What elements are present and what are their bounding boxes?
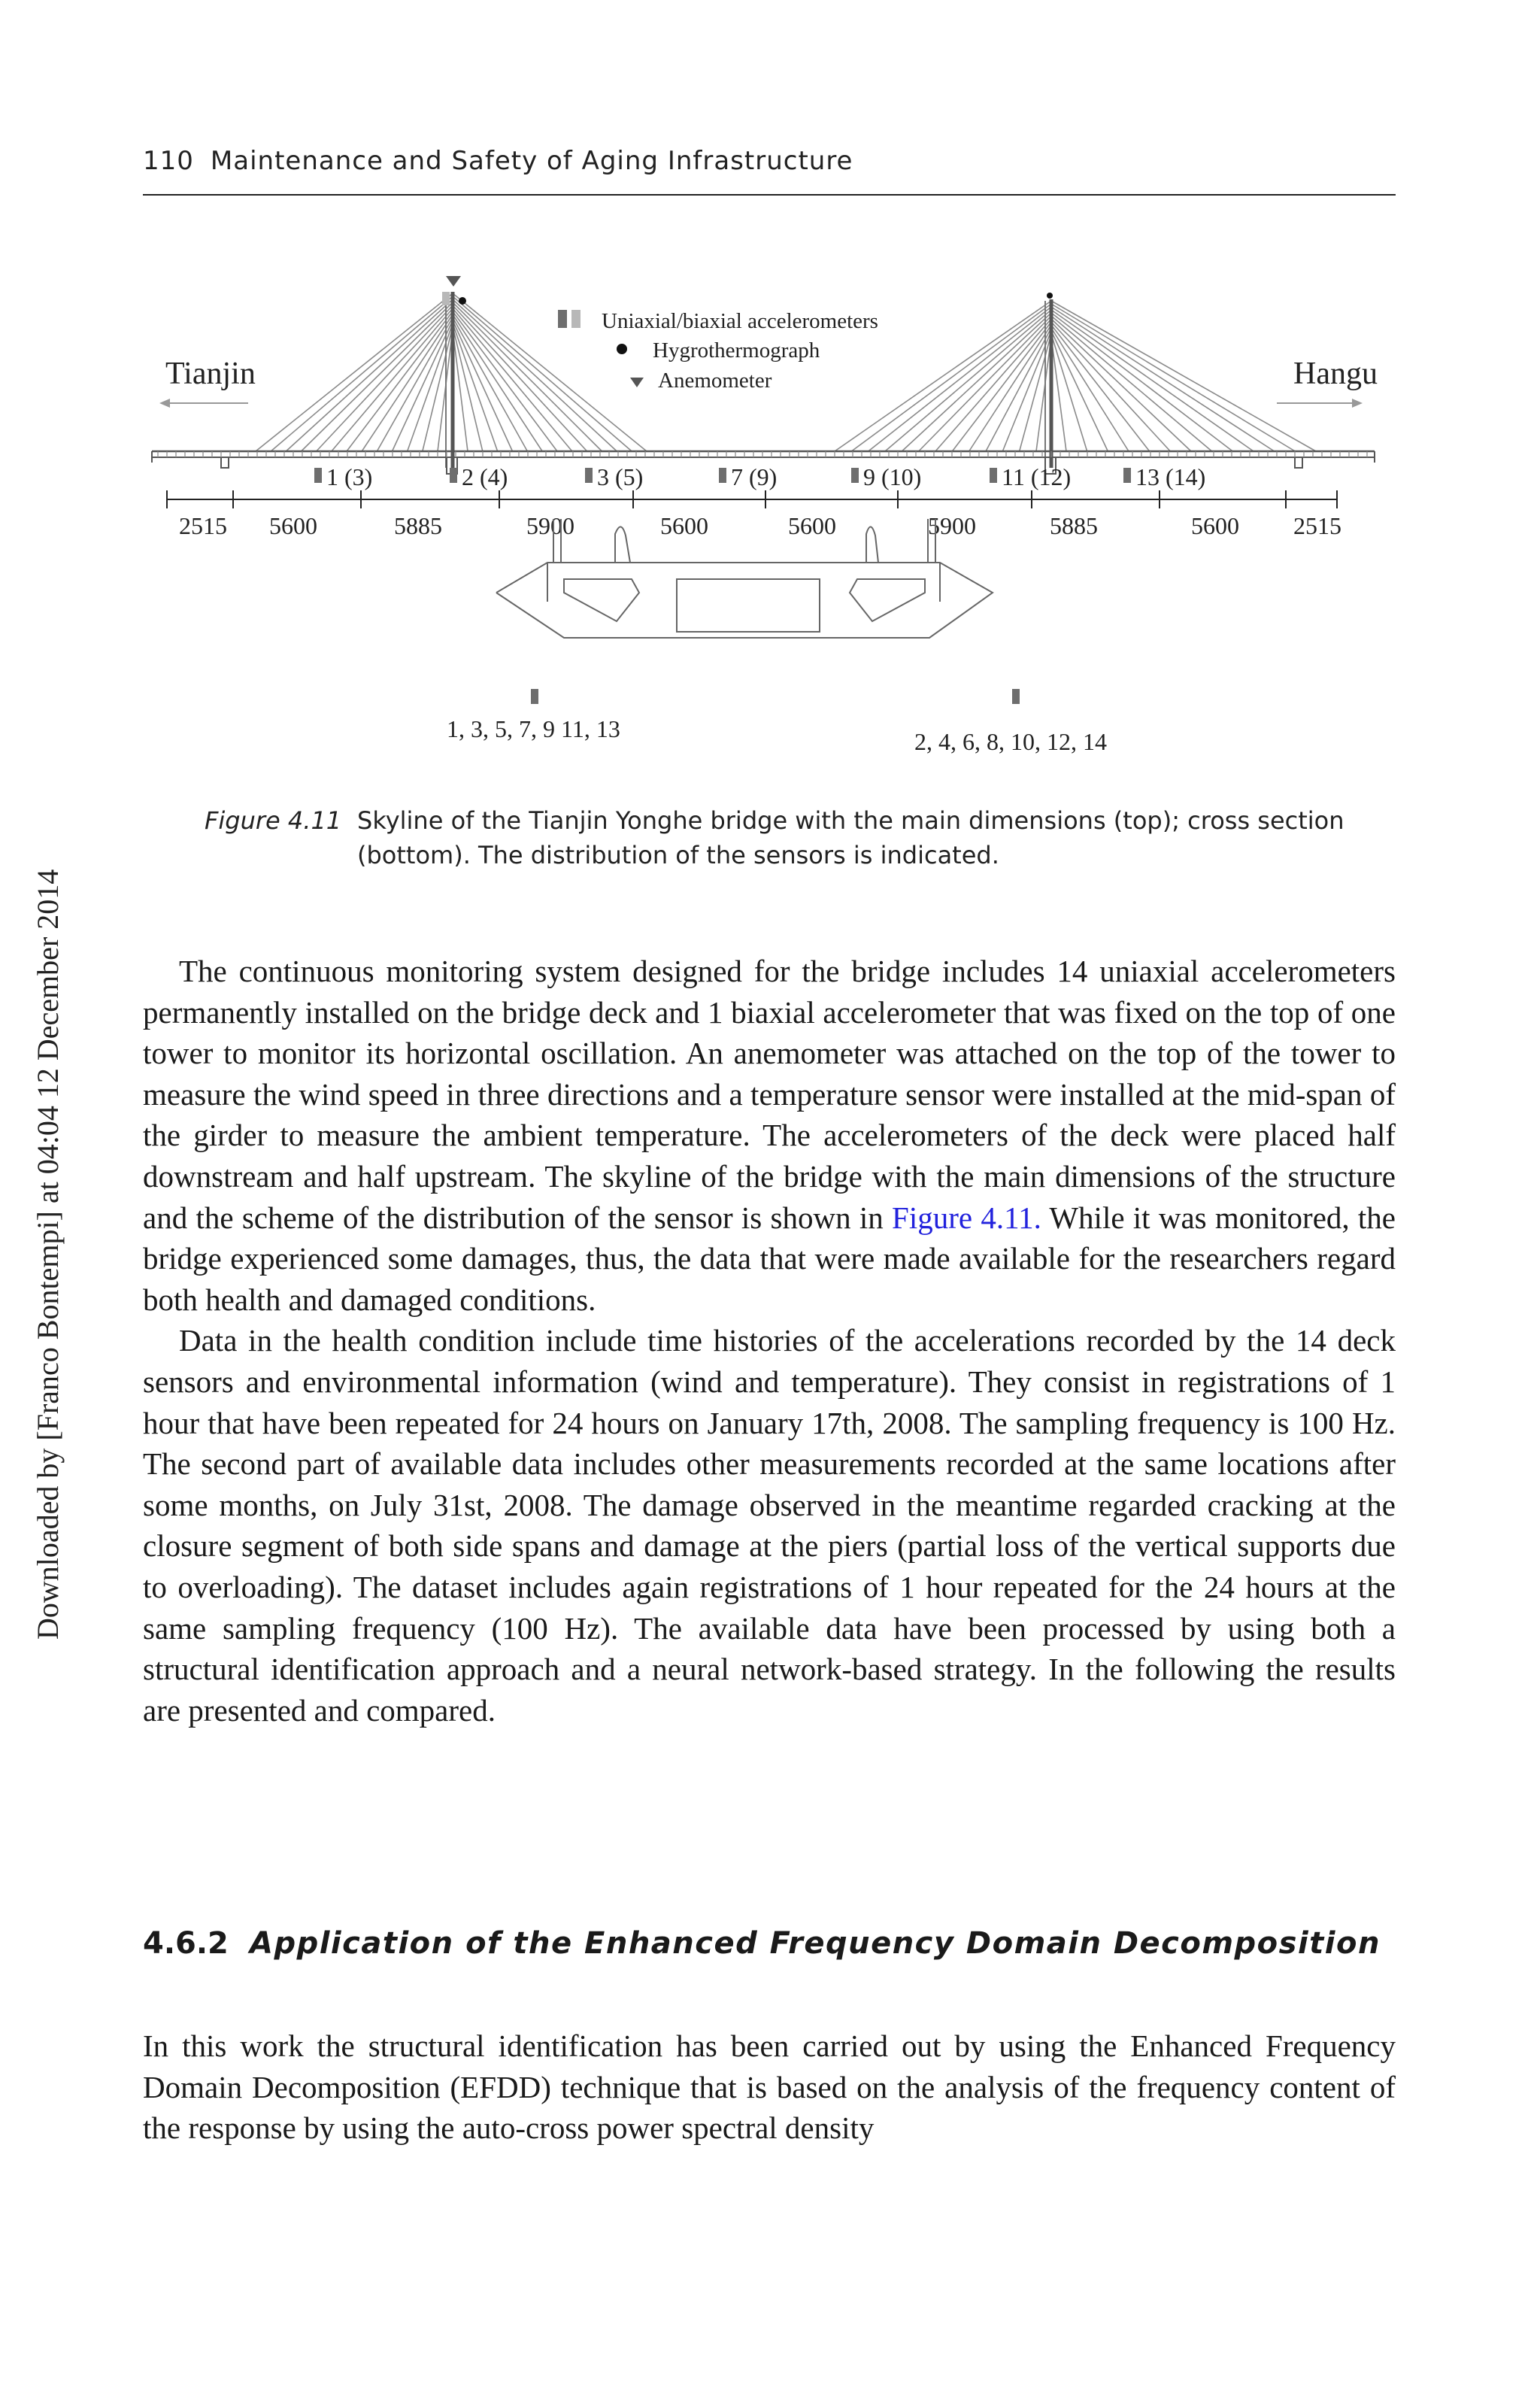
caption-label: Figure 4.11	[205, 806, 342, 835]
sensor-label-row	[314, 463, 1205, 490]
span-dimension: 5885	[1050, 512, 1098, 539]
deck-sensor-icon	[314, 468, 322, 483]
span-dimension: 5600	[788, 512, 836, 539]
deck-sensor-icon	[585, 468, 593, 483]
cross-section-sensor-left	[531, 689, 538, 704]
header-rule	[143, 194, 1396, 196]
span-dimension-labels	[179, 512, 1341, 539]
deck-sensor-icon	[450, 468, 457, 483]
deck-sensor-icon	[990, 468, 997, 483]
body-block-1	[143, 951, 1396, 1731]
biaxial-accelerometer-icon	[442, 292, 450, 305]
paragraph-3: In this work the structural identification has been carried out by using the Enhanced Frequency Domain Decomposition (EFDD) technique that is based on the analysis of the frequency content of the response by using the auto-cross power spectral density	[143, 2028, 1396, 2146]
figure-caption	[205, 803, 1397, 872]
section-heading	[143, 1922, 1396, 1965]
sensor-label: 2 (4)	[462, 463, 508, 490]
cross-section-left-label: 1, 3, 5, 7, 9 11, 13	[447, 715, 620, 742]
legend-accelerometer-icon	[558, 310, 567, 328]
running-head	[143, 146, 1396, 176]
figure-link[interactable]: Figure 4.11.	[892, 1200, 1041, 1235]
city-tianjin: Tianjin	[165, 357, 256, 391]
anemometer-icon	[446, 276, 461, 287]
city-hangu: Hangu	[1293, 357, 1378, 391]
span-dimension: 2515	[1293, 512, 1341, 539]
body-block-2	[143, 2025, 1396, 2149]
legend-anemometer-icon	[630, 378, 644, 387]
hygrothermograph-icon	[459, 297, 466, 305]
deck-sensor-icon	[719, 468, 726, 483]
sensor-label: 7 (9)	[731, 463, 778, 490]
sensor-label: 13 (14)	[1135, 463, 1206, 490]
section-title: Application of the Enhanced Frequency Domain Decomposition	[250, 1926, 1381, 1961]
span-dimension: 5600	[269, 512, 317, 539]
section-number: 4.6.2	[143, 1926, 229, 1961]
bridge-figure	[143, 271, 1399, 767]
download-stamp: Downloaded by [Franco Bontempi] at 04:04 12 December 2014	[31, 869, 65, 1640]
caption-text: Skyline of the Tianjin Yonghe bridge with the main dimensions (top); cross section (bottom). The distribution of the sensors is indicated.	[357, 806, 1344, 869]
cross-section-sensor-right	[1012, 689, 1020, 704]
span-dimension: 5900	[928, 512, 976, 539]
sensor-label: 1 (3)	[326, 463, 373, 490]
legend-hygrothermograph-icon	[617, 344, 627, 354]
legend-anemometer: Anemometer	[658, 369, 772, 393]
page-number: 110	[143, 146, 194, 176]
span-dimension: 5900	[526, 512, 574, 539]
span-dimension: 5600	[660, 512, 708, 539]
span-dimension: 5885	[394, 512, 442, 539]
paragraph-2: Data in the health condition include time histories of the accelerations recorded by the 14 deck sensors and environmental information (wind and temperature). They consist in registrations of 1 hour that have been repeated for 24 hours on January 17th, 2008. The sampling frequency is 100 Hz. The second part of available data includes other measurements recorded at the same locations after some months, on July 31st, 2008. The damage observed in the meantime regarded cracking at the closure segment of both side spans and damage at the piers (partial loss of the vertical supports due to overloading). The dataset includes again registrations of 1 hour repeated for the 24 hours at the same sampling frequency (100 Hz). The available data have been processed by using both a structural identification approach and a neural network-based strategy. In the following the results are presented and compared.	[143, 1323, 1396, 1728]
deck-sensor-icon	[851, 468, 859, 483]
legend-hygrothermograph: Hygrothermograph	[653, 338, 820, 363]
span-dimension: 2515	[179, 512, 227, 539]
paragraph-1: The continuous monitoring system designed for the bridge includes 14 uniaxial accelerometers permanently installed on the bridge deck and 1 biaxial accelerometer that was fixed on the top of one tower to monitor its horizontal oscillation. An anemometer was attached on the top of the tower to measure the wind speed in three directions and a temperature sensor were installed at the mid-span of the girder to measure the ambient temperature. The accelerometers of the deck were placed half downstream and half upstream. The skyline of the bridge with the main dimensions of the structure and the scheme of the distribution of the sensor is shown in Figure 4.11. While it was monitored, the bridge experienced some damages, thus, the data that were made available for the researchers regard both health and damaged conditions.	[143, 954, 1396, 1317]
deck-sensor-icon	[1123, 468, 1131, 483]
sensor-label: 9 (10)	[863, 463, 922, 490]
sensor-label: 11 (12)	[1002, 463, 1072, 490]
cross-section-right-label: 2, 4, 6, 8, 10, 12, 14	[914, 728, 1107, 755]
span-dimension: 5600	[1191, 512, 1239, 539]
legend-accelerometers: Uniaxial/biaxial accelerometers	[602, 309, 878, 333]
running-title: Maintenance and Safety of Aging Infrastructure	[210, 146, 853, 176]
sensor-label: 3 (5)	[597, 463, 644, 490]
